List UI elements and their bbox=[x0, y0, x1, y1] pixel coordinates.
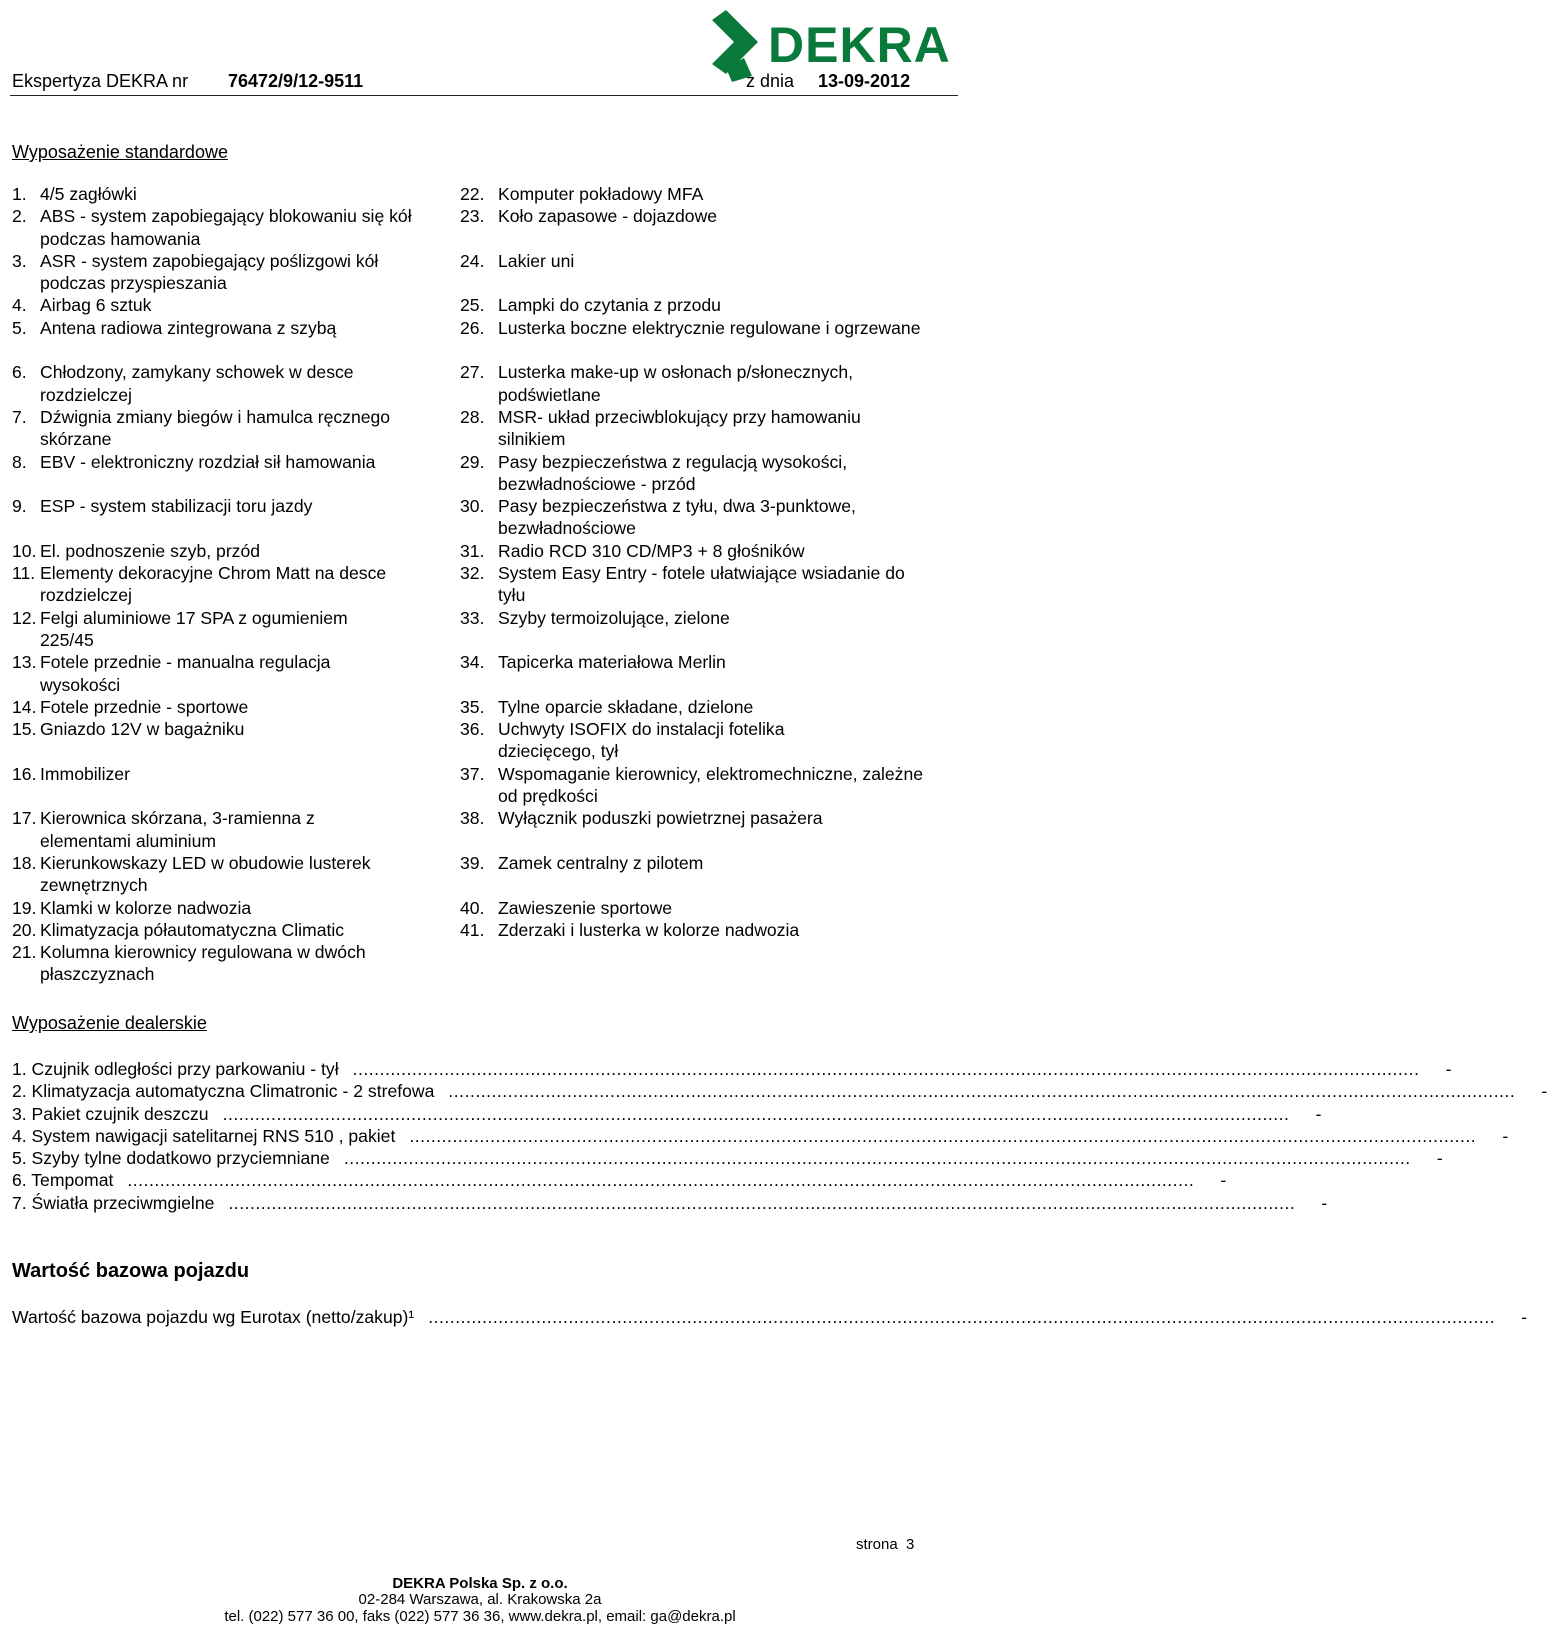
list-item: 27. Lusterka make-up w osłonach p/słonecznych, podświetlane bbox=[460, 362, 853, 405]
report-label: Ekspertyza DEKRA nr bbox=[12, 71, 189, 91]
list-item: 28. MSR- układ przeciwblokujący przy hamowaniu silnikiem bbox=[460, 406, 861, 450]
list-item: 4. Airbag 6 sztuk bbox=[12, 295, 152, 316]
header-divider bbox=[10, 95, 958, 96]
base-value-section bbox=[12, 1306, 1528, 1328]
standard-list-left bbox=[12, 183, 432, 986]
list-item: 14. Fotele przednie - sportowe bbox=[12, 696, 249, 717]
list-item: 7. Dźwignia zmiany biegów i hamulca ręcznego skórzane bbox=[12, 406, 391, 450]
list-item: 6. Chłodzony, zamykany schowek w desce rozdzielczej bbox=[12, 362, 354, 405]
dot-leader: ...................................................................................................................................................................................................... bbox=[409, 1125, 1477, 1146]
dealer-row: 2. Klimatyzacja automatyczna Climatronic - 2 strefowa ...................................................................................................................................................................................................... - bbox=[12, 1081, 1547, 1102]
list-item: 3. ASR - system zapobiegający poślizgowi kół podczas przyspieszania bbox=[12, 250, 379, 294]
list-item: 29. Pasy bezpieczeństwa z regulacją wysokości, bezwładnościowe - przód bbox=[460, 451, 848, 494]
list-item: 33. Szyby termoizolujące, zielone bbox=[460, 607, 730, 628]
standard-list-right bbox=[460, 183, 930, 941]
dot-leader: ...................................................................................................................................................................................................... bbox=[352, 1059, 1420, 1079]
list-item: 36. Uchwyty ISOFIX do instalacji fotelika dziecięcego, tył bbox=[460, 719, 785, 762]
list-item: 34. Tapicerka materiałowa Merlin bbox=[460, 652, 726, 673]
footer-company: DEKRA Polska Sp. z o.o. bbox=[392, 1575, 568, 1592]
dealer-list bbox=[12, 1058, 1547, 1214]
list-item: 38. Wyłącznik poduszki powietrznej pasażera bbox=[460, 808, 823, 829]
date-label: z dnia bbox=[746, 71, 795, 91]
list-item: 32. System Easy Entry - fotele ułatwiające wsiadanie do tyłu bbox=[460, 563, 905, 606]
list-item: 41. Zderzaki i lusterka w kolorze nadwozia bbox=[460, 919, 800, 940]
list-item: 21. Kolumna kierownicy regulowana w dwóch płaszczyznach bbox=[12, 942, 366, 985]
dealer-row: 1. Czujnik odległości przy parkowaniu - tył ...................................................................................................................................................................................................... - bbox=[12, 1059, 1452, 1079]
list-item: 12. Felgi aluminiowe 17 SPA z ogumieniem 225/45 bbox=[12, 607, 348, 650]
list-item: 40. Zawieszenie sportowe bbox=[460, 897, 673, 918]
dot-leader: ...................................................................................................................................................................................................... bbox=[428, 1307, 1496, 1327]
dealer-row: 3. Pakiet czujnik deszczu ...................................................................................................................................................................................................... - bbox=[12, 1103, 1322, 1124]
list-item: 18. Kierunkowskazy LED w obudowie lusterek zewnętrznych bbox=[12, 852, 371, 896]
list-item: 35. Tylne oparcie składane, dzielone bbox=[460, 696, 754, 717]
list-item: 25. Lampki do czytania z przodu bbox=[460, 295, 721, 316]
footer-address: 02-284 Warszawa, al. Krakowska 2a bbox=[358, 1591, 602, 1608]
list-item: 2. ABS - system zapobiegający blokowaniu się kół podczas hamowania bbox=[12, 206, 412, 249]
dot-leader: ...................................................................................................................................................................................................... bbox=[222, 1103, 1290, 1124]
list-item: 19. Klamki w kolorze nadwozia bbox=[12, 897, 252, 918]
base-value-row: Wartość bazowa pojazdu wg Eurotax (netto/zakup)¹ ...................................................................................................................................................................................................... - bbox=[12, 1307, 1528, 1327]
list-item: 11. Elementy dekoracyjne Chrom Matt na desce rozdzielczej bbox=[12, 563, 387, 606]
list-item: 16. Immobilizer bbox=[12, 763, 130, 784]
list-item: 30. Pasy bezpieczeństwa z tyłu, dwa 3-punktowe, bezwładnościowe bbox=[460, 496, 856, 539]
list-item: 24. Lakier uni bbox=[460, 250, 575, 271]
dealer-equipment-title: Wyposażenie dealerskie bbox=[12, 1013, 207, 1033]
dot-leader: ...................................................................................................................................................................................................... bbox=[448, 1081, 1516, 1102]
report-date: 13-09-2012 bbox=[818, 71, 911, 91]
dealer-row: 7. Światła przeciwmgielne ...................................................................................................................................................................................................... - bbox=[12, 1192, 1328, 1213]
list-item: 26. Lusterka boczne elektrycznie regulowane i ogrzewane bbox=[460, 317, 921, 338]
standard-equipment-title: Wyposażenie standardowe bbox=[12, 142, 228, 162]
list-item: 5. Antena radiowa zintegrowana z szybą bbox=[12, 317, 337, 338]
report-number: 76472/9/12-9511 bbox=[228, 71, 364, 91]
list-item: 9. ESP - system stabilizacji toru jazdy bbox=[12, 496, 313, 517]
dealer-row: 6. Tempomat ...................................................................................................................................................................................................... - bbox=[12, 1170, 1227, 1191]
dealer-row: 5. Szyby tylne dodatkowo przyciemniane ...................................................................................................................................................................................................... - bbox=[12, 1148, 1443, 1169]
list-item: 23. Koło zapasowe - dojazdowe bbox=[460, 206, 718, 227]
list-item: 37. Wspomaganie kierownicy, elektromechniczne, zależne od prędkości bbox=[460, 763, 924, 807]
footer-contact: tel. (022) 577 36 00, faks (022) 577 36 36, www.dekra.pl, email: ga@dekra.pl bbox=[224, 1608, 736, 1625]
dot-leader: ...................................................................................................................................................................................................... bbox=[127, 1170, 1195, 1191]
list-item: 1. 4/5 zagłówki bbox=[12, 184, 137, 204]
list-item: 20. Klimatyzacja półautomatyczna Climatic bbox=[12, 919, 345, 940]
dot-leader: ...................................................................................................................................................................................................... bbox=[343, 1148, 1411, 1169]
list-item: 31. Radio RCD 310 CD/MP3 + 8 głośników bbox=[460, 540, 805, 561]
list-item: 39. Zamek centralny z pilotem bbox=[460, 852, 704, 873]
list-item: 22. Komputer pokładowy MFA bbox=[460, 184, 704, 204]
dekra-logo-text: DEKRA bbox=[768, 17, 951, 73]
list-item: 15. Gniazdo 12V w bagażniku bbox=[12, 719, 245, 740]
dot-leader: ...................................................................................................................................................................................................... bbox=[228, 1192, 1296, 1213]
list-item: 10. El. podnoszenie szyb, przód bbox=[12, 540, 261, 561]
list-item: 8. EBV - elektroniczny rozdział sił hamowania bbox=[12, 451, 376, 472]
dealer-row: 4. System nawigacji satelitarnej RNS 510 , pakiet ...................................................................................................................................................................................................... - bbox=[12, 1125, 1509, 1146]
page-number: strona 3 bbox=[856, 1536, 915, 1553]
list-item: 17. Kierownica skórzana, 3-ramienna z elementami aluminium bbox=[12, 808, 315, 851]
list-item: 13. Fotele przednie - manualna regulacja wysokości bbox=[12, 652, 331, 695]
base-value-title: Wartość bazowa pojazdu bbox=[12, 1260, 250, 1282]
